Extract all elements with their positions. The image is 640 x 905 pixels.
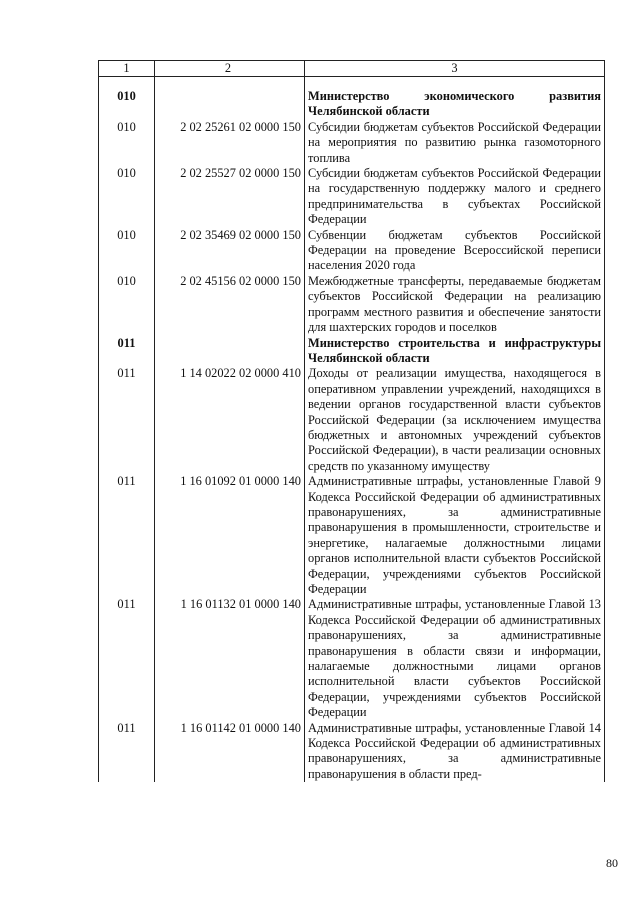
column-header-2: 2: [155, 61, 305, 77]
table-row: [99, 274, 605, 336]
admin-code-cell: 011: [99, 336, 155, 367]
table-row: [99, 366, 605, 474]
revenue-code-cell: 1 16 01132 01 0000 140: [155, 597, 305, 720]
column-header-3: 3: [305, 61, 605, 77]
admin-code-cell: 010: [99, 77, 155, 120]
revenue-code-cell: 1 16 01092 01 0000 140: [155, 474, 305, 597]
admin-code-cell: 010: [99, 228, 155, 274]
admin-code-cell: 010: [99, 274, 155, 336]
table-header-row: [99, 61, 605, 77]
revenue-code-cell: [155, 77, 305, 120]
revenue-code-cell: 2 02 35469 02 0000 150: [155, 228, 305, 274]
revenue-code-cell: 1 14 02022 02 0000 410: [155, 366, 305, 474]
table-row: [99, 597, 605, 720]
table-row: [99, 336, 605, 367]
table-row: [99, 721, 605, 783]
description-cell: Субсидии бюджетам субъектов Российской Федерации на государственную поддержку малого и среднего предпринимательства в субъектах Российской Федерации: [305, 166, 605, 228]
description-cell: Межбюджетные трансферты, передаваемые бюджетам субъектов Российской Федерации на реализацию программ местного развития и обеспечение занятости для шахтерских городов и поселков: [305, 274, 605, 336]
table-row: [99, 120, 605, 166]
revenue-classification-table: [98, 60, 605, 782]
admin-code-cell: 011: [99, 597, 155, 720]
admin-code-cell: 011: [99, 474, 155, 597]
admin-code-cell: 010: [99, 120, 155, 166]
description-cell: Субвенции бюджетам субъектов Российской Федерации на проведение Всероссийской переписи населения 2020 года: [305, 228, 605, 274]
table-row: [99, 166, 605, 228]
revenue-code-cell: 2 02 25261 02 0000 150: [155, 120, 305, 166]
description-cell: Административные штрафы, установленные Главой 13 Кодекса Российской Федерации об административных правонарушениях, за административные правонарушения в области связи и информации, налагаемые должностными лицами органов исполнительной власти субъектов Российской Федерации, учреждениями субъектов Российской Федерации: [305, 597, 605, 720]
table-row: [99, 474, 605, 597]
revenue-code-cell: [155, 336, 305, 367]
admin-code-cell: 011: [99, 721, 155, 783]
description-cell: Субсидии бюджетам субъектов Российской Федерации на мероприятия по развитию рынка газомоторного топлива: [305, 120, 605, 166]
table-row: [99, 77, 605, 120]
revenue-code-cell: 1 16 01142 01 0000 140: [155, 721, 305, 783]
description-cell: Административные штрафы, установленные Главой 14 Кодекса Российской Федерации об административных правонарушениях, за административные правонарушения в области пред-: [305, 721, 605, 783]
revenue-code-cell: 2 02 45156 02 0000 150: [155, 274, 305, 336]
page-number: 80: [606, 856, 618, 870]
description-cell: Министерство экономического развития Челябинской области: [305, 77, 605, 120]
revenue-code-cell: 2 02 25527 02 0000 150: [155, 166, 305, 228]
admin-code-cell: 010: [99, 166, 155, 228]
admin-code-cell: 011: [99, 366, 155, 474]
table-row: [99, 228, 605, 274]
column-header-1: 1: [99, 61, 155, 77]
description-cell: Министерство строительства и инфраструктуры Челябинской области: [305, 336, 605, 367]
description-cell: Доходы от реализации имущества, находящегося в оперативном управлении учреждений, находящихся в ведении органов государственной власти субъектов Российской Федерации (за исключением имущества бюджетных и автономных учреждений субъектов Российской Федерации), в части реализации основных средств по указанному имуществу: [305, 366, 605, 474]
description-cell: Административные штрафы, установленные Главой 9 Кодекса Российской Федерации об административных правонарушениях, за административные правонарушения в промышленности, строительстве и энергетике, налагаемые должностными лицами органов исполнительной власти субъектов Российской Федерации, учреждениями субъектов Российской Федерации: [305, 474, 605, 597]
